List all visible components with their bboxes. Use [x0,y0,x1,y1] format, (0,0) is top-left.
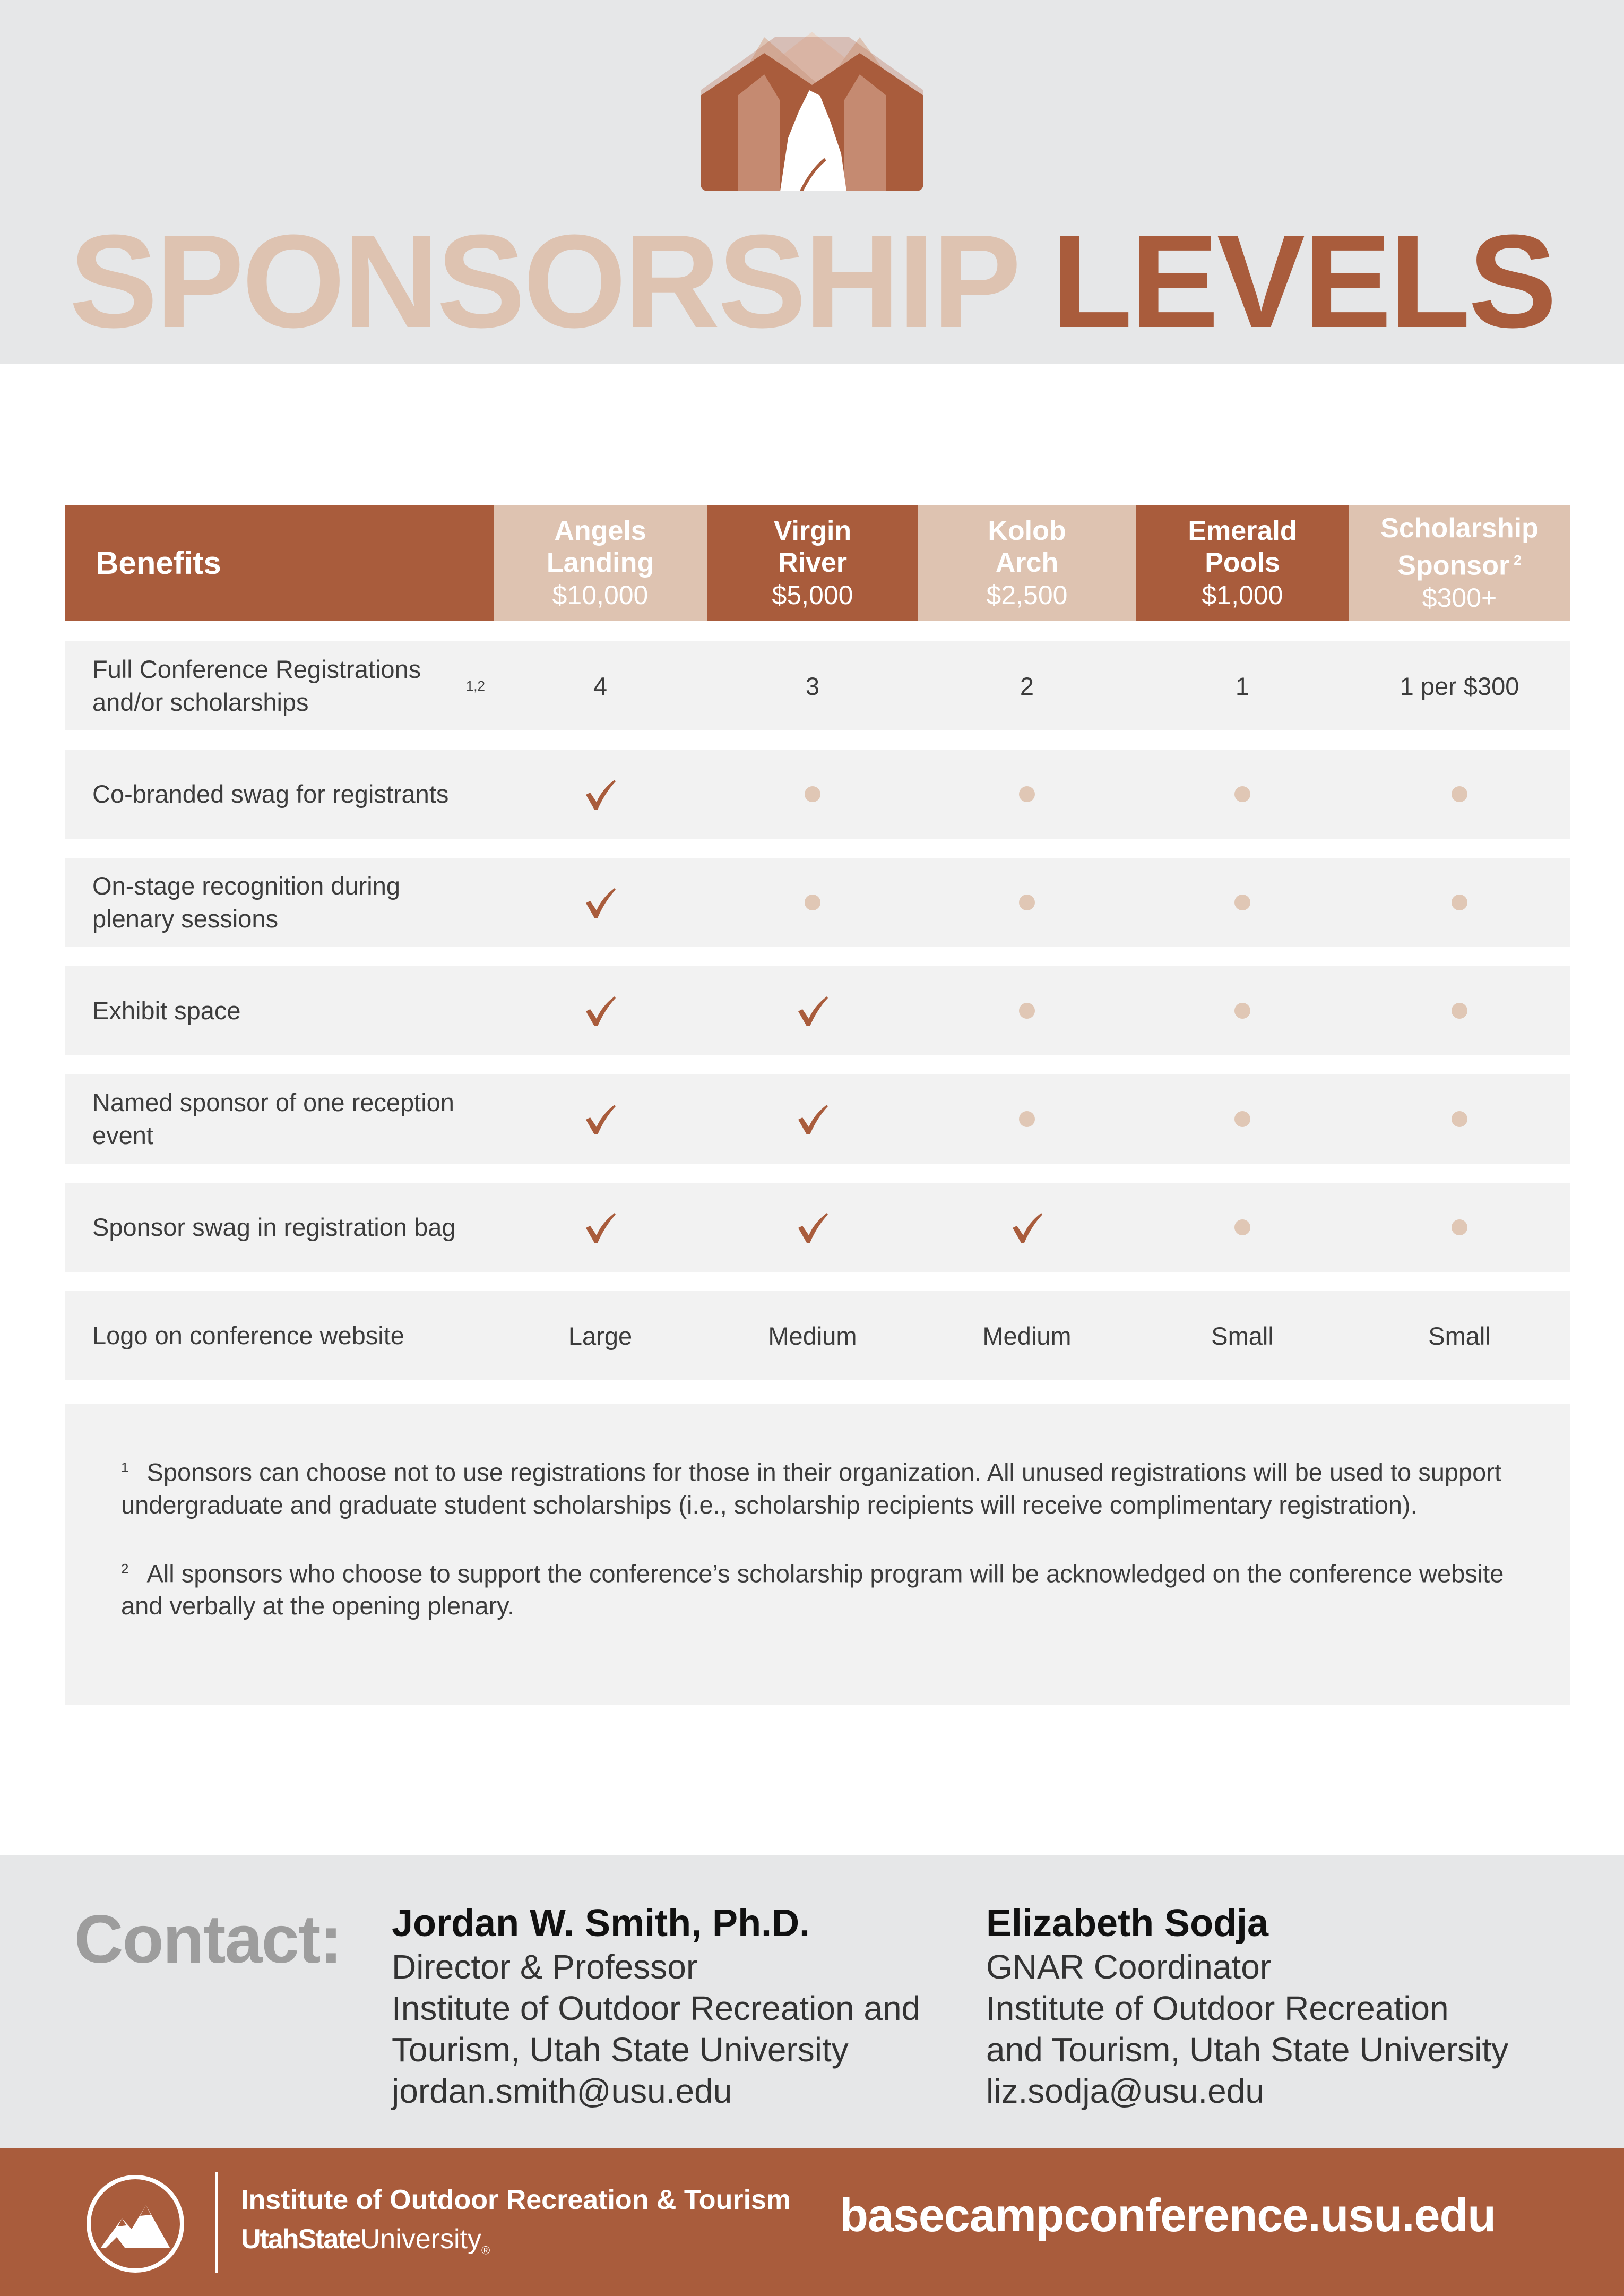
dot-icon [1234,1003,1250,1019]
cell-scholarship-sponsor [1349,750,1570,839]
table-row [65,966,1570,1055]
check-icon [583,885,618,920]
check-icon [583,777,618,812]
contact-email[interactable]: jordan.smith@usu.edu [392,2072,732,2110]
dot-icon [1019,786,1035,802]
table-row [65,641,1570,730]
table-row [65,1183,1570,1272]
cell-emerald-pools [1136,1291,1349,1380]
cell-angels-landing [494,1183,707,1272]
cell-emerald-pools [1136,858,1349,947]
level-header-virgin-river [707,505,918,621]
cell-value: 3 [805,672,820,700]
cell-emerald-pools [1136,966,1349,1055]
page-title [0,202,1624,361]
dot-icon [1019,1003,1035,1019]
cell-scholarship-sponsor [1349,1183,1570,1272]
cell-kolob-arch [918,1074,1136,1164]
check-icon [583,993,618,1028]
dot-icon [1452,786,1467,802]
cell-scholarship-sponsor [1349,1074,1570,1164]
dot-icon [1452,1111,1467,1127]
level-name: Virgin River [773,515,852,578]
cell-emerald-pools [1136,750,1349,839]
contact-org: Institute of Outdoor Recreation [986,1989,1449,2027]
level-price: $1,000 [1202,580,1283,610]
level-price: $300+ [1422,583,1497,613]
level-name: Emerald Pools [1188,515,1297,578]
cell-angels-landing [494,641,707,730]
dot-icon [1452,1219,1467,1235]
cell-virgin-river [707,1183,918,1272]
contact-org: Tourism, Utah State University [392,2031,849,2069]
cell-virgin-river [707,641,918,730]
dot-icon [1234,1111,1250,1127]
dot-icon [805,895,820,910]
title-part1: SPONSORSHIP [69,207,1017,355]
contact-person [392,1901,975,2112]
cell-virgin-river [707,966,918,1055]
check-icon [795,993,830,1028]
cell-virgin-river [707,1291,918,1380]
cell-value: Small [1211,1321,1274,1350]
check-icon [795,1210,830,1245]
benefit-label: Exhibit space [92,996,241,1025]
benefit-label-sup: 1,2 [465,678,485,694]
level-header-emerald-pools [1136,505,1349,621]
header [0,0,1624,364]
contact-label: Contact: [74,1902,342,1977]
cell-scholarship-sponsor [1349,966,1570,1055]
contact-name: Jordan W. Smith, Ph.D. [392,1902,810,1945]
table-row [65,858,1570,947]
level-price: $5,000 [772,580,853,610]
footnote-marker: 1 [121,1459,129,1475]
dot-icon [1452,895,1467,910]
benefit-label: Logo on conference website [92,1321,404,1349]
cell-value: Large [568,1321,633,1350]
level-price: $2,500 [986,580,1068,610]
cell-angels-landing [494,966,707,1055]
footnote-1 [121,1451,1506,1521]
cell-scholarship-sponsor [1349,641,1570,730]
dot-icon [1019,895,1035,910]
cell-kolob-arch [918,750,1136,839]
contact-org: and Tourism, Utah State University [986,2031,1509,2069]
cell-kolob-arch [918,641,1136,730]
footnote-text: All sponsors who choose to support the conference’s scholarship program will be acknowledged on the conference website and verbally at the opening plenary. [121,1559,1504,1620]
cell-value: Medium [982,1321,1072,1350]
cell-kolob-arch [918,1291,1136,1380]
title-part2: LEVELS [1051,207,1555,355]
check-icon [1009,1210,1044,1245]
table-header [65,505,1570,621]
table-row [65,750,1570,839]
cell-emerald-pools [1136,1183,1349,1272]
footnote-marker: 2 [121,1560,129,1577]
benefit-label: Named sponsor of one reception event [92,1088,454,1149]
cell-emerald-pools [1136,641,1349,730]
benefit-label: Full Conference Registrations and/or scholarships 1,2 [92,655,485,716]
cell-angels-landing [494,1074,707,1164]
mountain-house-logo-icon [701,32,923,191]
table-row [65,1291,1570,1380]
cell-scholarship-sponsor [1349,858,1570,947]
footer-url-link[interactable]: basecampconference.usu.edu [840,2189,1496,2241]
cell-value: Medium [768,1321,857,1350]
contact-role: GNAR Coordinator [986,1948,1272,1986]
footnotes [65,1404,1570,1705]
benefits-header: Benefits [65,505,494,621]
cell-angels-landing [494,858,707,947]
footnote-text: Sponsors can choose not to use registrations for those in their organization. All unused registrations will be used to support undergraduate and graduate student scholarships (i.e., scholarship recipients will receive complimentary registration). [121,1458,1501,1519]
cell-angels-landing [494,750,707,839]
level-name: Kolob Arch [988,515,1066,578]
cell-value: 1 [1235,672,1250,700]
cell-emerald-pools [1136,1074,1349,1164]
footer-institute: Institute of Outdoor Recreation & Tourism [241,2185,791,2215]
dot-icon [1452,1003,1467,1019]
dot-icon [1234,786,1250,802]
dot-icon [1234,895,1250,910]
cell-kolob-arch [918,1183,1136,1272]
level-name-sup: 2 [1514,552,1522,568]
contact-name: Elizabeth Sodja [986,1902,1269,1945]
cell-virgin-river [707,858,918,947]
dot-icon [1234,1219,1250,1235]
contact-person [986,1901,1570,2112]
mountain-circle-logo-icon [85,2173,186,2274]
cell-virgin-river [707,750,918,839]
benefit-label: Sponsor swag in registration bag [92,1213,456,1241]
footer-university: UtahStateUniversity$_®$ [241,2224,490,2257]
contact-email[interactable]: liz.sodja@usu.edu [986,2072,1264,2110]
cell-kolob-arch [918,966,1136,1055]
cell-value: 4 [593,672,608,700]
cell-virgin-river [707,1074,918,1164]
level-header-scholarship-sponsor [1349,505,1570,621]
contact-section [0,1855,1624,2148]
check-icon [795,1102,830,1137]
footer-divider [215,2172,218,2273]
cell-kolob-arch [918,858,1136,947]
cell-value: 1 per $300 [1400,672,1519,700]
check-icon [583,1102,618,1137]
check-icon [583,1210,618,1245]
level-price: $10,000 [552,580,649,610]
dot-icon [805,786,820,802]
contact-role: Director & Professor [392,1948,698,1986]
level-name: Scholarship Sponsor $^2$ [1380,512,1539,581]
contact-org: Institute of Outdoor Recreation and [392,1989,921,2027]
level-header-angels-landing [494,505,707,621]
cell-value: 2 [1020,672,1034,700]
cell-value: Small [1428,1321,1491,1350]
level-header-kolob-arch [918,505,1136,621]
benefit-label: Co-branded swag for registrants [92,780,449,808]
cell-scholarship-sponsor [1349,1291,1570,1380]
footer [0,2148,1624,2296]
table-row [65,1074,1570,1164]
footnote-2 [121,1553,1506,1622]
dot-icon [1019,1111,1035,1127]
benefit-label: On-stage recognition during plenary sessions [92,872,401,933]
cell-angels-landing [494,1291,707,1380]
level-name: Angels Landing [546,515,654,578]
